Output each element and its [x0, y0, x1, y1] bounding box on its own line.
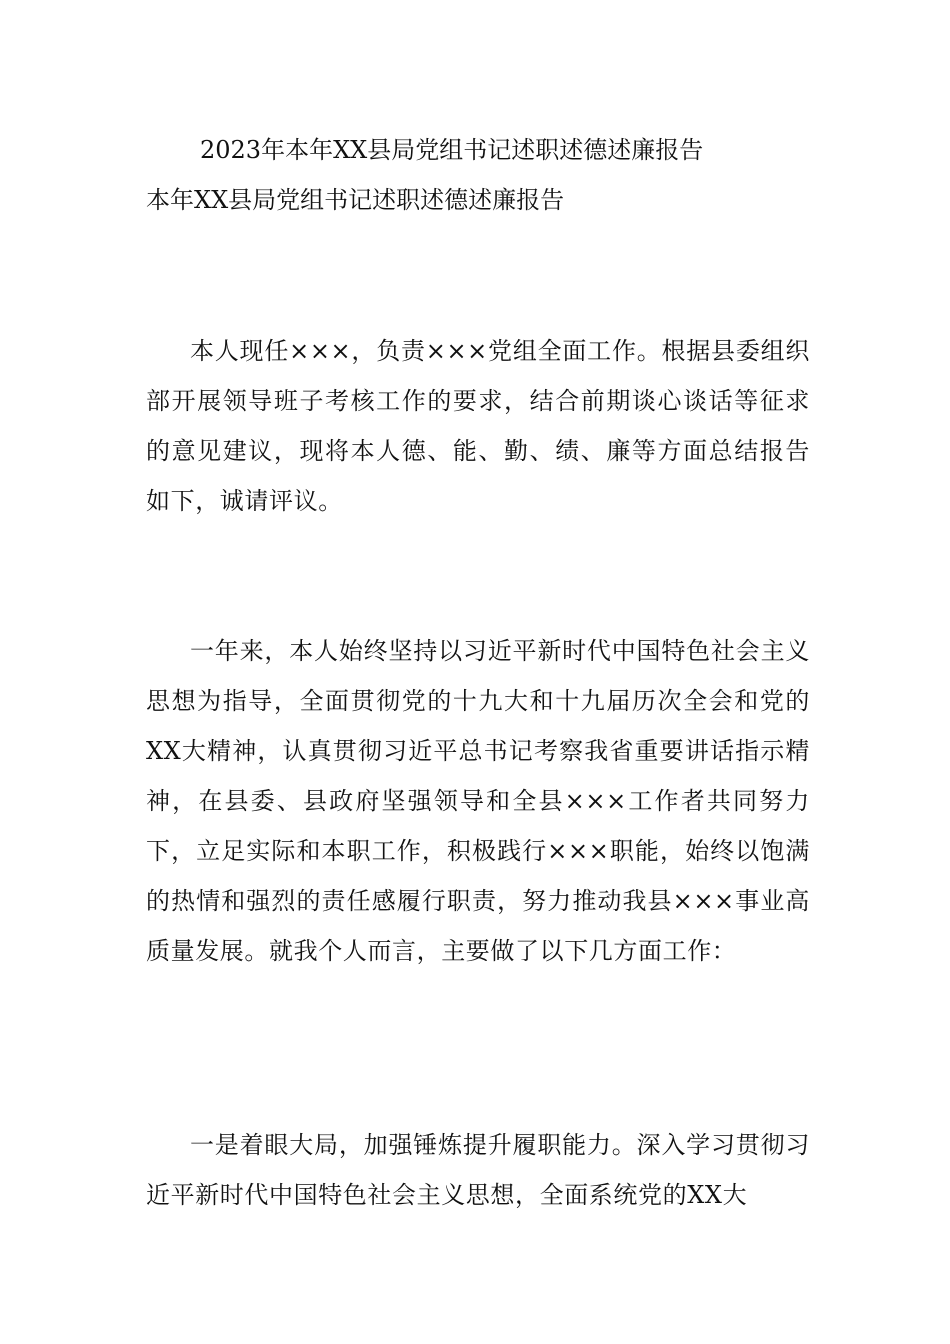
paragraph-point-one: 一是着眼大局，加强锤炼提升履职能力。深入学习贯彻习近平新时代中国特色社会主义思想，全面系统党的XX大: [146, 1131, 810, 1209]
paragraph-summary: 一年来，本人始终坚持以习近平新时代中国特色社会主义思想为指导，全面贯彻党的十九大和十九届历次全会和党的XX大精神，认真贯彻习近平总书记考察我省重要讲话指示精神，在县委、县政府坚强领导和全县×××工作者共同努力下，立足实际和本职工作，积极践行×××职能，始终以饱满的热情和强烈的责任感履行职责，努力推动我县×××事业高质量发展。就我个人而言，主要做了以下几方面工作：: [146, 637, 810, 965]
document-title: 2023年本年XX县局党组书记述职述德述廉报告: [200, 136, 704, 164]
paragraph-intro: 本人现任×××，负责×××党组全面工作。根据县委组织部开展领导班子考核工作的要求，结合前期谈心谈话等征求的意见建议，现将本人德、能、勤、绩、廉等方面总结报告如下，诚请评议。: [146, 337, 810, 515]
document-subtitle: 本年XX县局党组书记述职述德述廉报告: [146, 186, 565, 214]
